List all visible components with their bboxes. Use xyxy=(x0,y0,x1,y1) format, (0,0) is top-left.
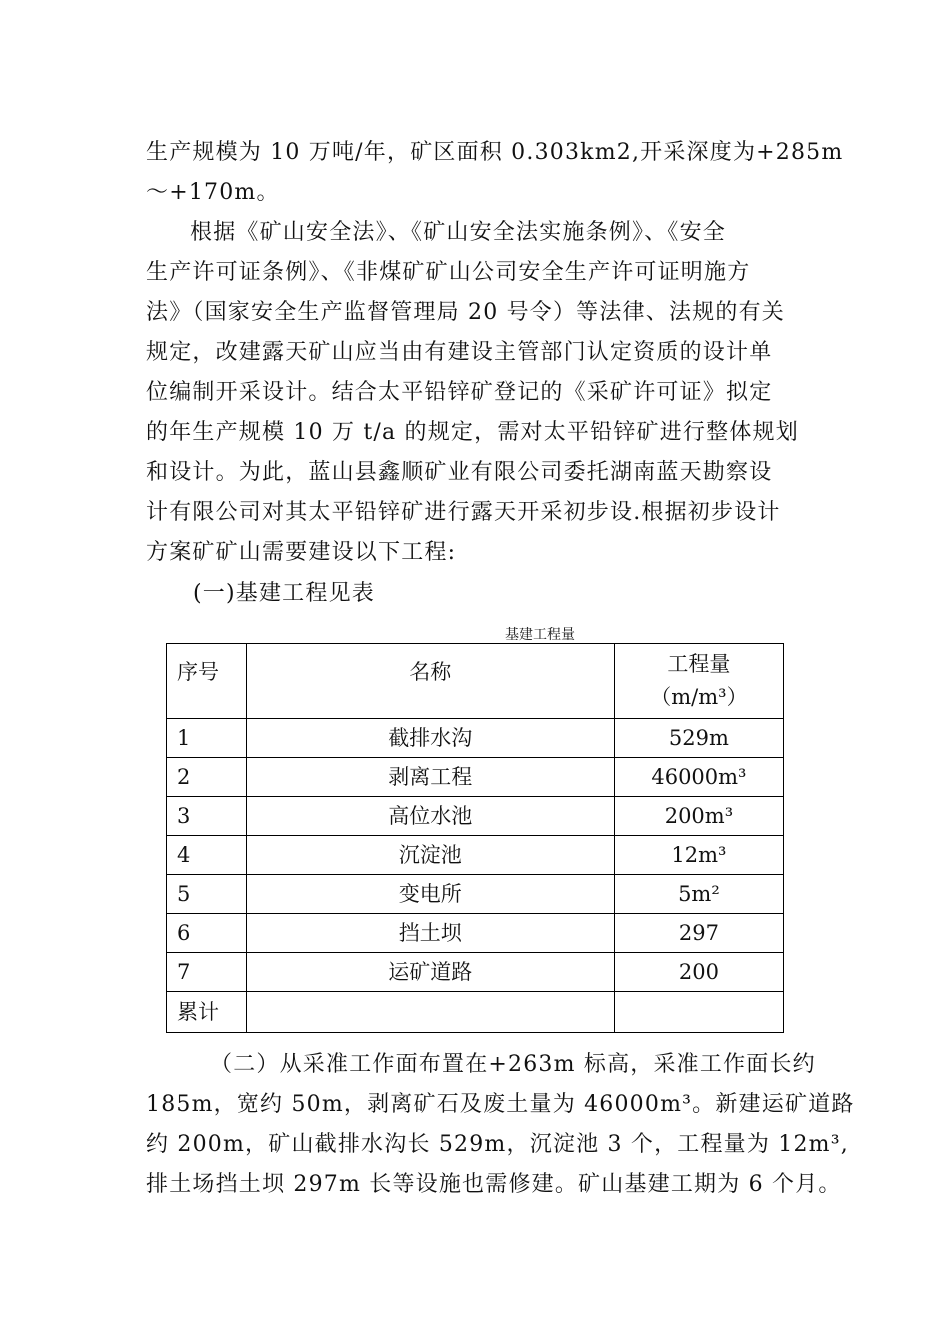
cell-qty: 12m³ xyxy=(614,836,783,875)
cell-qty: 529m xyxy=(614,719,783,758)
text-line: 生产许可证条例》、《非煤矿矿山公司安全生产许可证明施方 xyxy=(146,260,751,285)
cell-name: 沉淀池 xyxy=(246,836,614,875)
cell-name: 运矿道路 xyxy=(246,953,614,992)
header-name: 名称 xyxy=(246,644,614,719)
table-row xyxy=(167,875,784,914)
cell-name: 高位水池 xyxy=(246,797,614,836)
text-line: 位编制开采设计。结合太平铅锌矿登记的《采矿许可证》拟定 xyxy=(146,380,773,405)
text-line: ～+170m。 xyxy=(146,180,280,205)
cell-name: 截排水沟 xyxy=(246,719,614,758)
cell-seq: 4 xyxy=(167,836,247,875)
table-row xyxy=(167,836,784,875)
cell-seq: 2 xyxy=(167,758,247,797)
cell-name: 剥离工程 xyxy=(246,758,614,797)
cell-seq: 7 xyxy=(167,953,247,992)
cell-name: 挡土坝 xyxy=(246,914,614,953)
text-line: （二）从采准工作面布置在+263m 标高，采准工作面长约 xyxy=(210,1052,816,1077)
construction-quantity-table xyxy=(166,643,784,1033)
table-row xyxy=(167,758,784,797)
cell-qty: 200m³ xyxy=(614,797,783,836)
table-header-row xyxy=(167,644,784,719)
section-heading-construction: (一)基建工程见表 xyxy=(193,581,375,606)
text-line: 规定，改建露天矿山应当由有建设主管部门认定资质的设计单 xyxy=(146,340,773,365)
paragraph-mining-face xyxy=(146,1045,855,1205)
header-seq: 序号 xyxy=(167,644,247,719)
table-row xyxy=(167,914,784,953)
text-line: 和设计。为此，蓝山县鑫顺矿业有限公司委托湖南蓝天勘察设 xyxy=(146,460,773,485)
table-total-row xyxy=(167,992,784,1033)
cell-seq: 6 xyxy=(167,914,247,953)
cell-seq: 1 xyxy=(167,719,247,758)
cell-total-name xyxy=(246,992,614,1033)
cell-qty: 200 xyxy=(614,953,783,992)
cell-qty: 5m² xyxy=(614,875,783,914)
text-line: 生产规模为 10 万吨/年，矿区面积 0.303km2,开采深度为+285m xyxy=(146,140,844,165)
header-qty-unit: （m/m³） xyxy=(650,685,748,709)
text-line: 约 200m，矿山截排水沟长 529m，沉淀池 3 个，工程量为 12m³, xyxy=(146,1132,849,1157)
table-row xyxy=(167,953,784,992)
cell-total-qty xyxy=(614,992,783,1033)
cell-qty: 46000m³ xyxy=(614,758,783,797)
table-caption: 基建工程量 xyxy=(505,627,575,643)
cell-qty: 297 xyxy=(614,914,783,953)
cell-seq: 3 xyxy=(167,797,247,836)
text-line: 185m，宽约 50m，剥离矿石及废土量为 46000m³。新建运矿道路 xyxy=(146,1092,855,1117)
text-line: 法》（国家安全生产监督管理局 20 号令）等法律、法规的有关 xyxy=(146,300,785,325)
header-qty xyxy=(614,644,783,719)
cell-name: 变电所 xyxy=(246,875,614,914)
cell-total-label: 累计 xyxy=(167,992,247,1033)
table-row xyxy=(167,797,784,836)
text-line: 排土场挡土坝 297m 长等设施也需修建。矿山基建工期为 6 个月。 xyxy=(146,1172,842,1197)
paragraph-production-scale xyxy=(146,133,844,213)
text-line: 计有限公司对其太平铅锌矿进行露天开采初步设.根据初步设计 xyxy=(146,500,781,525)
paragraph-legal-basis xyxy=(146,213,816,573)
text-line: 根据《矿山安全法》、《矿山安全法实施条例》、《安全 xyxy=(190,220,727,245)
cell-seq: 5 xyxy=(167,875,247,914)
header-qty-title: 工程量 xyxy=(667,652,731,676)
text-line: 的年生产规模 10 万 t/a 的规定，需对太平铅锌矿进行整体规划 xyxy=(146,420,799,445)
text-line: 方案矿矿山需要建设以下工程: xyxy=(146,540,457,565)
table-row xyxy=(167,719,784,758)
